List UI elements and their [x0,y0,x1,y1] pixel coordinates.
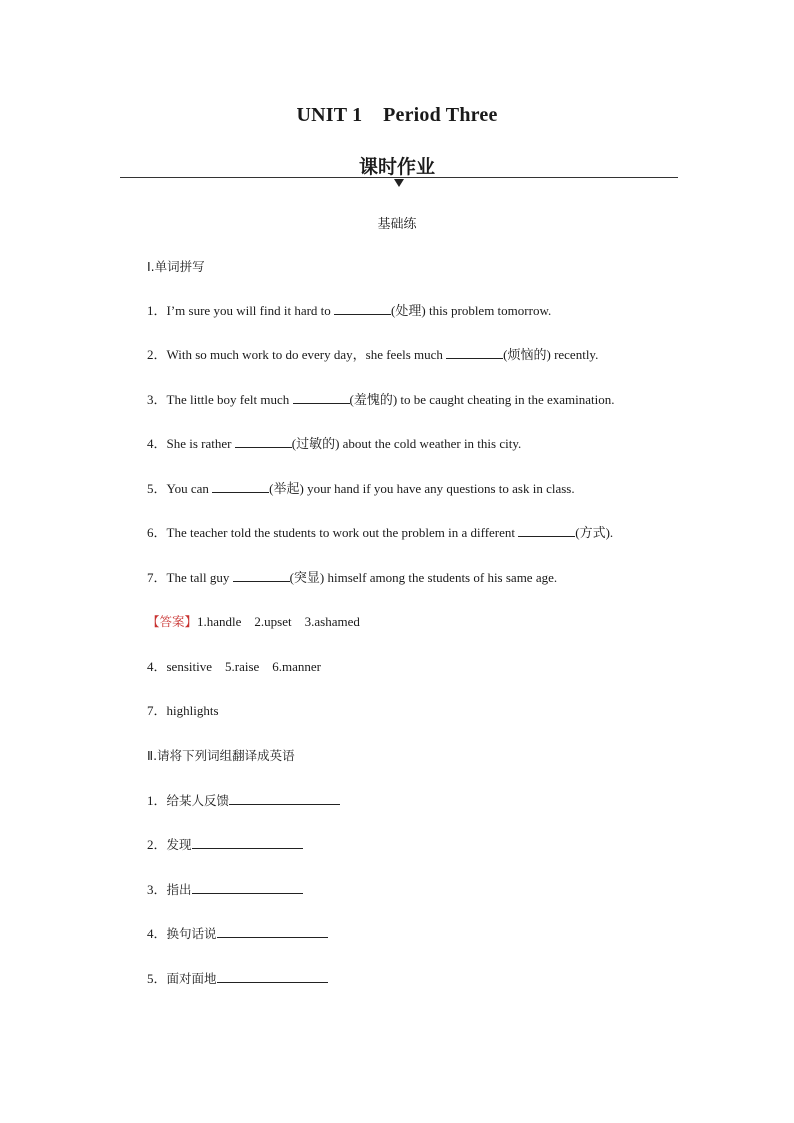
answer-blank[interactable] [217,924,328,938]
item-number: 6． [147,525,167,540]
item-number: 1． [147,793,167,808]
item-text-after: (过敏的) about the cold weather in this city. [291,436,522,451]
list-item [147,880,303,900]
page-title: UNIT 1 Period Three [296,104,498,126]
title-divider [120,177,678,178]
answer-blank[interactable] [235,434,292,448]
item-text: 发现 [166,837,192,852]
item-text-before: She is rather [166,436,235,451]
part2-heading: Ⅱ.请将下列词组翻译成英语 [147,748,295,763]
list-item [147,924,328,944]
answer-blank[interactable] [334,301,391,315]
answer-blank[interactable] [217,969,328,983]
item-text-before: With so much work to do every day，she feels much [166,347,447,362]
item-text-after: (方式). [575,525,614,540]
list-item [147,791,340,811]
item-text-before: You can [166,481,213,496]
list-item [147,835,303,855]
answer-label: 【答案】 [147,614,198,629]
list-item [147,568,557,588]
list-item [147,345,598,365]
item-text-after: (处理) this problem tomorrow. [391,303,552,318]
item-number: 2． [147,837,167,852]
list-item [147,301,551,321]
list-item [147,479,575,499]
item-text: 面对面地 [166,971,217,986]
list-item [147,969,328,989]
answer-blank[interactable] [229,791,340,805]
item-number: 3． [147,392,167,407]
item-text-after: (举起) your hand if you have any questions to ask in class. [269,481,575,496]
section-title: 基础练 [377,217,417,232]
answer-blank[interactable] [233,568,290,582]
answer-blank[interactable] [192,835,303,849]
item-number: 4． [147,926,167,941]
item-text-before: The teacher told the students to work out the problem in a different [166,525,519,540]
answer-blank[interactable] [212,479,269,493]
item-text-before: The tall guy [166,570,233,585]
answer-blank[interactable] [192,880,303,894]
list-item [147,390,615,410]
answer-text: 1.handle 2.upset 3.ashamed [197,614,360,629]
page-subtitle: 课时作业 [358,156,435,178]
item-number: 2． [147,347,167,362]
item-text-after: (羞愧的) to be caught cheating in the examination. [349,392,615,407]
item-text-after: (烦恼的) recently. [503,347,599,362]
item-text: 换句话说 [166,926,217,941]
item-number: 4． [147,436,167,451]
part1-heading: Ⅰ.单词拼写 [147,259,205,274]
answer-line: 7．highlights [147,703,219,718]
item-text-before: I’m sure you will find it hard to [166,303,335,318]
item-number: 5． [147,481,167,496]
answer-blank[interactable] [446,345,503,359]
item-number: 3． [147,882,167,897]
item-text: 给某人反馈 [166,793,230,808]
triangle-marker-icon [394,179,404,187]
item-text: 指出 [166,882,192,897]
list-item [147,434,521,454]
list-item [147,523,613,543]
answer-blank[interactable] [518,523,575,537]
item-text-before: The little boy felt much [166,392,293,407]
answer-blank[interactable] [293,390,350,404]
item-number: 1． [147,303,167,318]
answer-line [147,612,360,632]
item-number: 5． [147,971,167,986]
item-number: 7． [147,570,167,585]
item-text-after: (突显) himself among the students of his same age. [289,570,558,585]
answer-line: 4．sensitive 5.raise 6.manner [147,659,322,674]
